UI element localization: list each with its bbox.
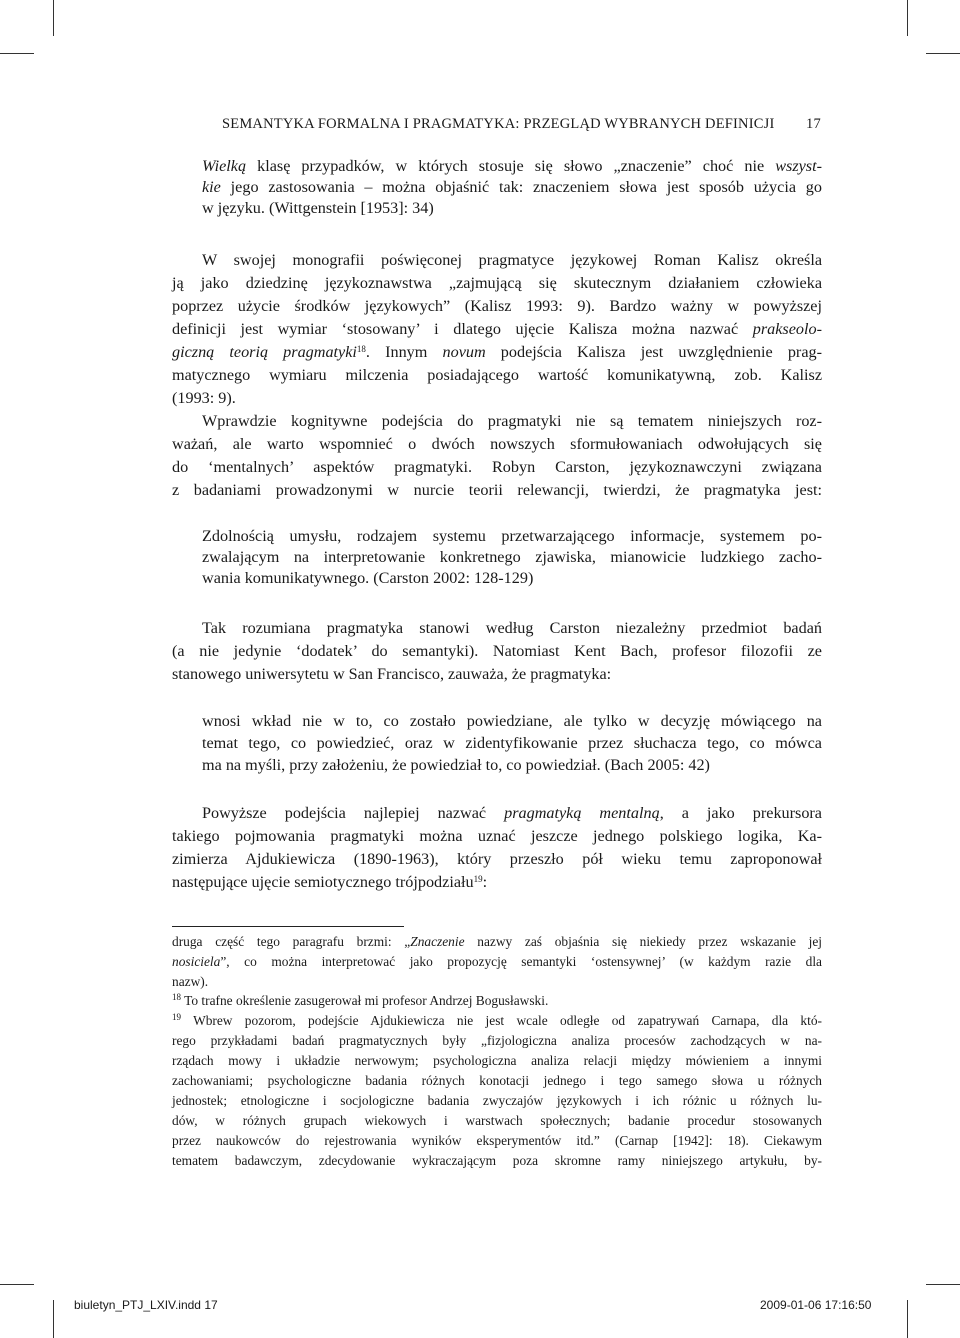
crop-mark (907, 1300, 908, 1338)
footnote-line: tematem badawczym, zdecydowanie wykraczającym poza skromne ramy niniejszego artykułu, by- (172, 1153, 822, 1168)
footnote-line: dów, w różnych grupach wiekowych i warstwach społecznych; badanie procedur stosowanych (172, 1113, 822, 1128)
footnote-line: jednostek; etnologiczne i socjologiczne badania zwyczajów językowych i ich różnic u różnych lu- (172, 1093, 822, 1108)
footnote-line: druga część tego paragrafu brzmi: „Znaczenie nazwy zaś objaśnia się niekiedy przez wskazanie jej (172, 934, 822, 949)
text-line: kie jego zastosowania – można objaśnić tak: znaczeniem słowa jest sposób użycia go (202, 178, 822, 196)
text-line: Zdolnością umysłu, rodzajem systemu przetwarzającego informacje, systemem po- (202, 527, 822, 545)
text-line: następujące ujęcie semiotycznego trójpodziału$^{19}$: (172, 873, 488, 891)
text-line: zimierza Ajdukiewicza (1890-1963), który przeszło pół wieku temu zaproponował (172, 850, 822, 868)
footnote-line: rego przykładami badań pragmatycznych były „fizjologiczna analiza procesów zachodzących w na- (172, 1033, 822, 1048)
text-line: wania komunikatywnego. (Carston 2002: 128-129) (202, 569, 534, 587)
footnote-19: $^{19}$ Wbrew pozorom, podejście Ajdukiewicza nie jest wcale odległe od zapatrywań Carnapa, dla któ- (172, 1012, 822, 1028)
text-line: Tak rozumiana pragmatyka stanowi według Carston niezależny przedmiot badań (202, 619, 822, 637)
text-line: Wielką klasę przypadków, w których stosuje się słowo „znaczenie” choć nie wszyst- (202, 157, 822, 175)
crop-mark (53, 1300, 54, 1338)
text-line: temat tego, co powiedzieć, oraz w zidentyfikowanie przez słuchacza tego, co mówca (202, 734, 822, 752)
crop-mark (926, 53, 960, 54)
text-line: ją jako dziedzinę językoznawstwa „zajmującą się skutecznym działaniem człowieka (172, 274, 822, 292)
slug-timestamp: 2009-01-06 17:16:50 (760, 1298, 872, 1312)
text-line: zwalającym na interpretowanie konkretnego zjawiska, mianowicie ludzkiego zacho- (202, 548, 822, 566)
text-line: ma na myśli, przy założeniu, że powiedział to, co powiedział. (Bach 2005: 42) (202, 756, 710, 774)
footnote-ref-18: 18 (356, 344, 366, 354)
page-number: 17 (806, 116, 821, 132)
text-line: wnosi wkład nie w to, co zostało powiedziane, ale tylko w decyzję mówiącego na (202, 712, 822, 730)
footnote-line: przez naukowców do rejestrowania wyników eksperymentów itd.” (Carnap [1942]: 18). Ciekawym (172, 1133, 822, 1148)
footnote-ref-19: 19 (473, 874, 483, 884)
text-line: (a nie jedynie ‘dodatek’ do semantyki). Natomiast Kent Bach, profesor filozofii ze (172, 642, 822, 660)
crop-mark (0, 53, 34, 54)
text-line: z badaniami prowadzonymi w nurcie teorii relewancji, twierdzi, że pragmatyka jest: (172, 481, 822, 499)
crop-mark (926, 1284, 960, 1285)
text-line: Powyższe podejścia najlepiej nazwać pragmatyką mentalną, a jako prekursora (202, 804, 822, 822)
text-line: definicji jest wymiar ‘stosowany’ i dlatego ujęcie Kalisza można nazwać prakseolo- (172, 320, 822, 338)
crop-mark (907, 0, 908, 36)
crop-mark (53, 0, 54, 36)
text-line: w języku. (Wittgenstein [1953]: 34) (202, 199, 434, 217)
text-line: matycznego wymiaru milczenia posiadającego wartość komunikatywną, zob. Kalisz (172, 366, 822, 384)
footnote-line: zachowaniami; psychologiczne badania różnych konotacji jednego i tego samego słowa u różnych (172, 1073, 822, 1088)
text-line: takiego pojmowania pragmatyki można uznać jeszcze jednego polskiego logika, Ka- (172, 827, 822, 845)
text-line: giczną teorią pragmatyki$^{18}$. Innym novum podejścia Kalisza jest uwzględnienie prag- (172, 343, 822, 361)
text-line: (1993: 9). (172, 389, 236, 407)
footnote-line: rządach mowy i układzie nerwowym; psychologiczna analiza relacji między mówieniem a innymi (172, 1053, 822, 1068)
text-line: Wprawdzie kognitywne podejścia do pragmatyki nie są tematem niniejszych roz- (202, 412, 822, 430)
footnote-separator (172, 926, 404, 927)
text-line: do ‘mentalnych’ aspektów pragmatyki. Robyn Carston, językoznawczyni związana (172, 458, 822, 476)
text-line: poprzez użycie środków językowych” (Kalisz 1993: 9). Bardzo ważny w powyższej (172, 297, 822, 315)
footnote-line: nazw). (172, 974, 209, 989)
slug-filename: biuletyn_PTJ_LXIV.indd 17 (74, 1298, 218, 1312)
running-header-title: SEMANTYKA FORMALNA I PRAGMATYKA: PRZEGLĄD WYBRANYCH DEFINICJI (222, 116, 775, 132)
footnote-line: nosiciela”, co można interpretować jako propozycję semantyki ‘ostensywnej’ (w każdym razie dla (172, 954, 822, 969)
text-line: stanowego uniwersytetu w San Francisco, zauważa, że pragmatyka: (172, 665, 612, 683)
text-line: W swojej monografii poświęconej pragmatyce językowej Roman Kalisz określa (202, 251, 822, 269)
footnote-18: $^{18}$ To trafne określenie zasugerował mi profesor Andrzej Bogusławski. (172, 992, 549, 1008)
text-line: ważań, ale warto wspomnieć o dwóch nowszych sformułowaniach odwołujących się (172, 435, 822, 453)
crop-mark (0, 1284, 34, 1285)
